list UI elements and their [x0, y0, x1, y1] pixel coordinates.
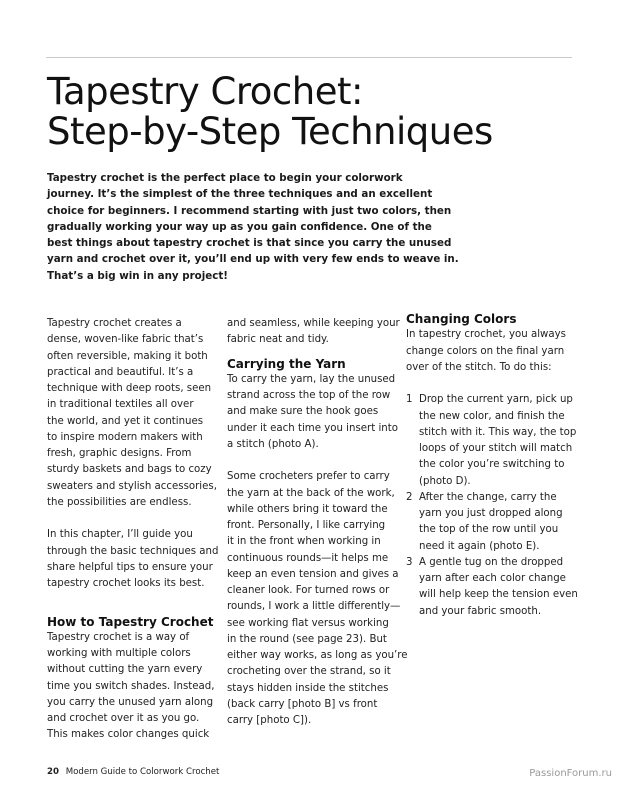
- text-line: in the round (see page 23). But: [227, 633, 387, 645]
- text-line: continuous rounds—it helps me: [227, 552, 389, 564]
- body-paragraph: [227, 469, 408, 729]
- text-line: while others bring it toward the: [227, 503, 388, 515]
- text-line: A gentle tug on the dropped: [419, 556, 564, 568]
- text-line: Tapestry crochet creates a: [47, 318, 182, 329]
- text-line: and your fabric smooth.: [419, 605, 542, 617]
- text-line: under it each time you insert into: [227, 422, 398, 434]
- text-line: the top of the row until you: [419, 524, 559, 536]
- text-line: strand across the top of the row: [227, 390, 391, 401]
- text-line: working with multiple colors: [47, 648, 191, 659]
- text-line: see working flat versus working: [227, 617, 389, 629]
- body-paragraph: [47, 527, 219, 592]
- text-line: stays hidden inside the stitches: [227, 682, 389, 694]
- text-line: need it again (photo E).: [419, 540, 540, 552]
- text-line: without cutting the yarn every: [47, 664, 203, 676]
- list-item: [406, 555, 578, 620]
- text-line: sweaters and stylish accessories,: [47, 480, 217, 492]
- section-heading: How to Tapestry Crochet: [47, 614, 214, 629]
- text-line: the possibilities are endless.: [47, 496, 192, 508]
- steps-list: [406, 392, 578, 620]
- body-paragraph: [227, 372, 398, 453]
- text-line: the color you’re switching to: [419, 459, 565, 471]
- text-line: change colors on the final yarn: [406, 345, 565, 357]
- intro-line: gradually working your way up as you gain confidence. One of the: [47, 220, 432, 233]
- text-line: to inspire modern makers with: [47, 431, 203, 443]
- text-line: often reversible, making it both: [47, 350, 208, 362]
- text-line: fresh, graphic designs. From: [47, 448, 192, 459]
- page-number: 20: [47, 767, 59, 777]
- text-line: cleaner look. For turned rows or: [227, 585, 390, 596]
- text-line: yarn after each color change: [419, 573, 566, 584]
- step-number: 1: [406, 394, 413, 406]
- page-title: [47, 72, 493, 152]
- text-line: time you switch shades. Instead,: [47, 680, 215, 692]
- column-1: [47, 316, 219, 744]
- text-line: and seamless, while keeping your: [227, 318, 400, 329]
- text-line: the world, and yet it continues: [47, 415, 204, 427]
- text-line: This makes color changes quick: [47, 729, 210, 741]
- text-line: rounds, I work a little differently—: [227, 601, 401, 613]
- text-line: stitch with it. This way, the top: [419, 426, 577, 438]
- text-line: keep an even tension and gives a: [227, 568, 399, 580]
- text-line: the new color, and finish the: [419, 410, 565, 422]
- intro-line: choice for beginners. I recommend starting with just two colors, then: [47, 204, 452, 217]
- page-title-line: Tapestry Crochet:: [47, 70, 363, 113]
- text-line: loops of your stitch will match: [419, 443, 573, 454]
- section-heading: Carrying the Yarn: [227, 356, 346, 371]
- text-line: yarn you just dropped along: [419, 508, 563, 519]
- body-paragraph: [227, 316, 400, 349]
- intro-line: Tapestry crochet is the perfect place to begin your colorwork: [47, 172, 403, 184]
- intro-line: best things about tapestry crochet is that since you carry the unused: [47, 237, 452, 249]
- text-line: In tapestry crochet, you always: [406, 329, 566, 341]
- text-line: Some crocheters prefer to carry: [227, 471, 390, 483]
- text-line: (back carry [photo B] vs front: [227, 698, 378, 710]
- intro-line: yarn and crochet over it, you’ll end up with very few ends to weave in.: [47, 253, 459, 266]
- text-line: carry [photo C]).: [227, 715, 312, 726]
- page-footer: [47, 767, 219, 777]
- text-line: share helpful tips to ensure your: [47, 561, 213, 573]
- text-line: it in the front when working in: [227, 536, 381, 548]
- text-line: either way works, as long as you’re: [227, 650, 408, 661]
- text-line: In this chapter, I’ll guide you: [47, 529, 193, 541]
- text-line: To carry the yarn, lay the unused: [227, 373, 396, 385]
- text-line: Tapestry crochet is a way of: [47, 631, 190, 643]
- text-line: front. Personally, I like carrying: [227, 520, 386, 531]
- step-number: 3: [406, 556, 413, 568]
- top-rule: [46, 57, 572, 58]
- column-3: [406, 312, 578, 620]
- text-line: and crochet over it as you go.: [47, 713, 200, 724]
- text-line: will help keep the tension even: [419, 589, 578, 601]
- intro-paragraph: [47, 170, 459, 284]
- text-line: technique with deep roots, seen: [47, 383, 212, 394]
- text-line: a stitch (photo A).: [227, 438, 319, 450]
- text-line: and make sure the hook goes: [227, 406, 379, 418]
- text-line: the yarn at the back of the work,: [227, 487, 395, 499]
- intro-line: journey. It’s the simplest of the three techniques and an excellent: [47, 188, 433, 201]
- text-line: dense, woven-like fabric that’s: [47, 334, 204, 346]
- text-line: tapestry crochet looks its best.: [47, 578, 205, 589]
- text-line: crocheting over the strand, so it: [227, 666, 391, 678]
- book-title: Modern Guide to Colorwork Crochet: [65, 767, 220, 777]
- body-paragraph: [406, 327, 574, 376]
- column-2: [227, 316, 408, 729]
- intro-line: That’s a big win in any project!: [47, 269, 228, 282]
- text-line: through the basic techniques and: [47, 545, 219, 557]
- text-line: practical and beautiful. It’s a: [47, 366, 194, 378]
- watermark: PassionForum.ru: [529, 768, 612, 779]
- text-line: you carry the unused yarn along: [47, 696, 214, 708]
- body-paragraph: [47, 630, 215, 744]
- text-line: over of the stitch. To do this:: [406, 361, 552, 373]
- text-line: fabric neat and tidy.: [227, 334, 329, 346]
- list-item: [406, 392, 577, 490]
- text-line: sturdy baskets and bags to cozy: [47, 464, 212, 476]
- step-number: 2: [406, 491, 413, 503]
- text-line: After the change, carry the: [419, 491, 557, 503]
- text-line: in traditional textiles all over: [47, 399, 194, 411]
- page-title-line: Step-by-Step Techniques: [47, 110, 493, 153]
- text-line: Drop the current yarn, pick up: [419, 394, 573, 406]
- list-item: [406, 490, 574, 555]
- text-line: (photo D).: [419, 475, 471, 487]
- section-heading: Changing Colors: [406, 312, 517, 326]
- body-paragraph: [47, 316, 217, 511]
